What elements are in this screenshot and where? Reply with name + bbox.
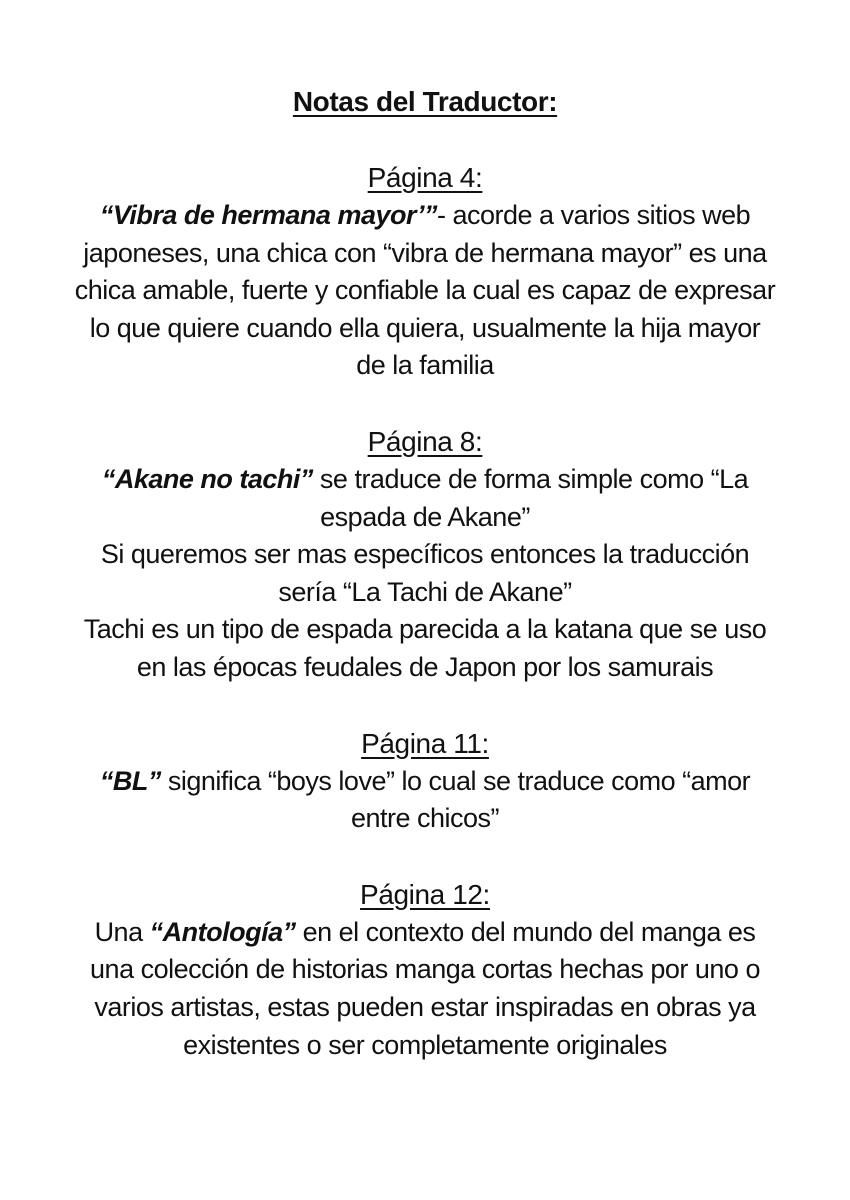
note-section-page-4 bbox=[72, 159, 778, 385]
note-paragraph bbox=[72, 197, 778, 385]
term-highlight: “Vibra de hermana mayor’” bbox=[99, 200, 437, 230]
section-heading: Página 11: bbox=[361, 727, 489, 759]
note-paragraph bbox=[72, 763, 778, 838]
term-highlight: “Antología” bbox=[149, 916, 296, 947]
note-paragraph bbox=[72, 536, 778, 611]
section-heading: Página 8: bbox=[367, 425, 483, 457]
section-heading: Página 12: bbox=[360, 878, 490, 910]
note-section-page-11 bbox=[72, 725, 778, 838]
term-highlight: “Akane no tachi” bbox=[101, 463, 313, 494]
note-section-page-8 bbox=[72, 423, 778, 687]
note-paragraph bbox=[72, 914, 778, 1064]
paragraph-text: Tachi es un tipo de espada parecida a la katana que se uso en las épocas feudales de Japon por los samurais bbox=[83, 614, 767, 682]
paragraph-prefix: Una bbox=[94, 916, 150, 947]
section-heading: Página 4: bbox=[367, 162, 483, 193]
paragraph-text: en el contexto del mundo del manga es una colección de historias manga cortas hechas por uno o varios artistas, estas pueden estar inspiradas en obras ya existentes o ser completamente originales bbox=[90, 916, 760, 1060]
paragraph-text: Si queremos ser mas específicos entonces la traducción sería “La Tachi de Akane” bbox=[100, 539, 750, 607]
note-section-page-12 bbox=[72, 876, 778, 1064]
note-paragraph bbox=[72, 611, 778, 686]
paragraph-text: se traduce de forma simple como “La espada de Akane” bbox=[312, 463, 749, 532]
page-title: Notas del Traductor: bbox=[292, 86, 558, 117]
note-paragraph bbox=[72, 461, 778, 536]
term-highlight: “BL” bbox=[99, 765, 161, 796]
paragraph-text: - acorde a varios sitios web japoneses, una chica con “vibra de hermana mayor” es una chica amable, fuerte y confiable la cual es capaz de expresar lo que quiere cuando ella quiera, usualmente la hija mayor de la familia bbox=[74, 200, 776, 381]
paragraph-text: significa “boys love” lo cual se traduce como “amor entre chicos” bbox=[160, 765, 751, 834]
